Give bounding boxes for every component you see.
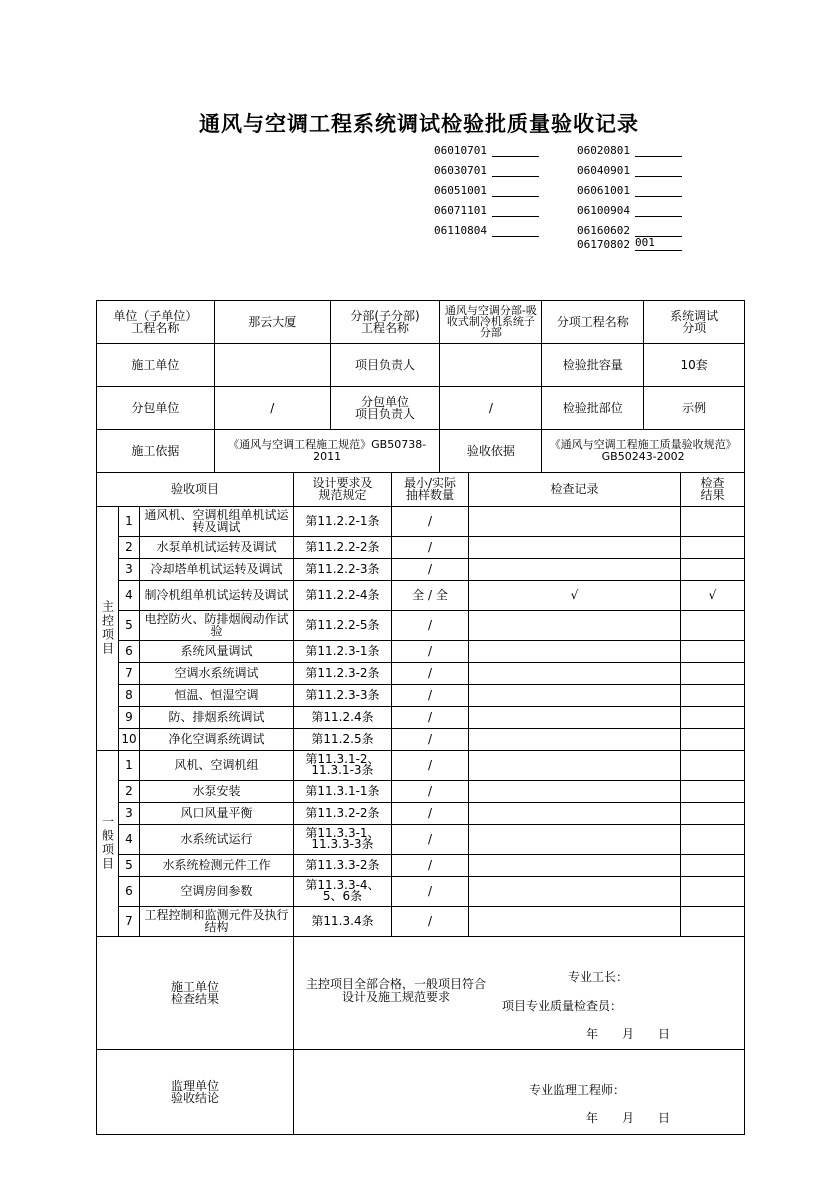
code-value-field [492, 162, 539, 177]
item-name: 制冷机组单机试运转及调试 [140, 580, 294, 610]
col-result: 检查 结果 [681, 472, 745, 506]
item-record [469, 824, 681, 854]
item-sample: / [392, 824, 469, 854]
item-result [681, 640, 745, 662]
code-number: 06040901 [577, 164, 630, 177]
item-number: 4 [119, 824, 140, 854]
item-record [469, 536, 681, 558]
table-row [97, 506, 745, 536]
item-spec: 第11.3.1-1条 [294, 780, 392, 802]
check-date: 年 月 日 [586, 1026, 671, 1041]
item-name: 系统风量调试 [140, 640, 294, 662]
item-spec: 第11.3.1-2、11.3.1-3条 [294, 750, 392, 780]
item-result [681, 536, 745, 558]
header-row [97, 429, 745, 472]
construction-basis-value: 《通风与空调工程施工规范》GB50738-2011 [215, 430, 441, 472]
table-row [97, 854, 745, 876]
code-value-field [635, 202, 682, 217]
item-sample: / [392, 610, 469, 640]
header-row [97, 386, 745, 429]
item-spec: 第11.2.5条 [294, 728, 392, 750]
table-row [97, 640, 745, 662]
item-sample: / [392, 876, 469, 906]
item-result [681, 824, 745, 854]
subitem-value: 系统调试 分项 [670, 308, 719, 335]
unit-name-label: 单位（子单位） 工程名称 [97, 301, 215, 343]
item-sample: / [392, 750, 469, 780]
code-value-field [635, 162, 682, 177]
item-spec: 第11.2.2-3条 [294, 558, 392, 580]
code-number: 06071101 [434, 204, 487, 217]
item-number: 7 [119, 662, 140, 684]
code-number: 06061001 [577, 184, 630, 197]
item-spec: 第11.3.2-2条 [294, 802, 392, 824]
unit-name-value: 那云大厦 [215, 301, 331, 343]
project-manager-value [440, 344, 542, 386]
acceptance-basis-value: 《通风与空调工程施工质量验收规范》GB50243-2002 [549, 437, 737, 463]
location-value: 示例 [682, 400, 707, 415]
table-row [97, 728, 745, 750]
item-name: 空调房间参数 [140, 876, 294, 906]
item-sample: / [392, 706, 469, 728]
item-record [469, 640, 681, 662]
code-value-field [492, 222, 539, 237]
code-number: 06170802 [577, 238, 630, 251]
item-sample: / [392, 906, 469, 936]
item-result [681, 876, 745, 906]
item-result: √ [681, 580, 745, 610]
contractor-value [215, 344, 331, 386]
item-sample: / [392, 662, 469, 684]
item-number: 1 [119, 506, 140, 536]
acceptance-basis-label: 验收依据 [440, 430, 542, 472]
item-number: 5 [119, 854, 140, 876]
code-number: 06160602 [577, 224, 630, 237]
item-name: 恒温、恒湿空调 [140, 684, 294, 706]
table-row [97, 580, 745, 610]
item-spec: 第11.2.4条 [294, 706, 392, 728]
item-record [469, 706, 681, 728]
item-record [469, 854, 681, 876]
table-row [97, 780, 745, 802]
item-name: 水泵安装 [140, 780, 294, 802]
code-value-field [635, 182, 682, 197]
item-name: 空调水系统调试 [140, 662, 294, 684]
item-record [469, 906, 681, 936]
supervision-label: 监理单位 验收结论 [97, 1049, 294, 1134]
table-row [97, 824, 745, 854]
item-record [469, 728, 681, 750]
contractor-label: 施工单位 [97, 344, 215, 386]
item-sample: / [392, 558, 469, 580]
item-record [469, 802, 681, 824]
location-label: 检验批部位 [542, 387, 644, 429]
item-sample: 全 / 全 [392, 580, 469, 610]
item-result [681, 854, 745, 876]
item-result [681, 728, 745, 750]
item-record [469, 610, 681, 640]
supervision-area [294, 1049, 745, 1134]
capacity-value: 10套 [680, 357, 708, 372]
header-row [97, 343, 745, 386]
col-item: 验收项目 [97, 472, 294, 506]
item-name: 风口风量平衡 [140, 802, 294, 824]
item-result [681, 750, 745, 780]
item-number: 5 [119, 610, 140, 640]
item-spec: 第11.3.3-1、11.3.3-3条 [294, 824, 392, 854]
item-result [681, 802, 745, 824]
item-sample: / [392, 802, 469, 824]
item-sample: / [392, 506, 469, 536]
item-sample: / [392, 854, 469, 876]
item-record [469, 558, 681, 580]
item-name: 通风机、空调机组单机试运转及调试 [140, 506, 294, 536]
code-number: 06100904 [577, 204, 630, 217]
item-record [469, 684, 681, 706]
item-spec: 第11.2.3-2条 [294, 662, 392, 684]
table-row [97, 876, 745, 906]
item-record [469, 506, 681, 536]
item-result [681, 610, 745, 640]
item-number: 9 [119, 706, 140, 728]
item-record [469, 876, 681, 906]
code-value-field [492, 202, 539, 217]
item-number: 6 [119, 876, 140, 906]
item-number: 2 [119, 536, 140, 558]
item-spec: 第11.2.2-4条 [294, 580, 392, 610]
item-result [681, 906, 745, 936]
subcontractor-label: 分包单位 [97, 387, 215, 429]
acceptance-table [96, 258, 745, 1135]
item-result [681, 558, 745, 580]
code-value-field [492, 182, 539, 197]
division-label: 分部(子分部) 工程名称 [331, 301, 441, 343]
item-name: 净化空调系统调试 [140, 728, 294, 750]
table-row [97, 662, 745, 684]
page-title: 通风与空调工程系统调试检验批质量验收记录 [199, 112, 639, 136]
main-control-section: 主控项目 [97, 506, 119, 750]
general-section: 一般项目 [97, 750, 119, 936]
item-name: 水泵单机试运转及调试 [140, 536, 294, 558]
division-value: 通风与空调分部-吸收式制冷机系统子分部 [440, 301, 542, 343]
item-record [469, 780, 681, 802]
item-result [681, 506, 745, 536]
code-number: 06020801 [577, 144, 630, 157]
item-result [681, 706, 745, 728]
col-sample: 最小/实际 抽样数量 [392, 472, 469, 506]
item-name: 防、排烟系统调试 [140, 706, 294, 728]
item-sample: / [392, 684, 469, 706]
table-row [97, 750, 745, 780]
inspector-label: 项目专业质量检查员： [502, 998, 623, 1013]
item-number: 2 [119, 780, 140, 802]
supervision-engineer-label: 专业监理工程师： [529, 1082, 626, 1097]
sub-pm-label: 分包单位 项目负责人 [331, 387, 441, 429]
subcontractor-value: / [215, 387, 331, 429]
item-spec: 第11.3.3-2条 [294, 854, 392, 876]
table-row [97, 684, 745, 706]
table-row [97, 706, 745, 728]
header-row [97, 300, 745, 343]
sub-pm-value: / [440, 387, 542, 429]
item-spec: 第11.3.3-4、5、6条 [294, 876, 392, 906]
item-sample: / [392, 536, 469, 558]
item-name: 风机、空调机组 [140, 750, 294, 780]
item-sample: / [392, 640, 469, 662]
item-number: 6 [119, 640, 140, 662]
code-value-field [635, 142, 682, 157]
code-value-field: 001 [635, 236, 682, 251]
code-number: 06010701 [434, 144, 487, 157]
code-number: 06110804 [434, 224, 487, 237]
item-number: 7 [119, 906, 140, 936]
item-name: 工程控制和监测元件及执行结构 [140, 906, 294, 936]
item-record [469, 662, 681, 684]
item-spec: 第11.2.2-1条 [294, 506, 392, 536]
item-spec: 第11.3.4条 [294, 906, 392, 936]
table-row [97, 802, 745, 824]
item-sample: / [392, 780, 469, 802]
item-number: 3 [119, 802, 140, 824]
item-record [469, 750, 681, 780]
table-row [97, 610, 745, 640]
item-spec: 第11.2.3-3条 [294, 684, 392, 706]
code-number: 06051001 [434, 184, 487, 197]
code-value-field [492, 142, 539, 157]
item-number: 4 [119, 580, 140, 610]
item-result [681, 684, 745, 706]
col-record: 检查记录 [469, 472, 681, 506]
check-result-label: 施工单位 检查结果 [97, 936, 294, 1049]
item-number: 1 [119, 750, 140, 780]
item-number: 8 [119, 684, 140, 706]
table-row [97, 906, 745, 936]
check-result-area [294, 936, 745, 1049]
capacity-label: 检验批容量 [542, 344, 644, 386]
item-spec: 第11.2.2-2条 [294, 536, 392, 558]
item-spec: 第11.2.3-1条 [294, 640, 392, 662]
item-name: 电控防火、防排烟阀动作试验 [140, 610, 294, 640]
item-number: 3 [119, 558, 140, 580]
supervision-date: 年 月 日 [586, 1110, 671, 1125]
item-name: 水系统检测元件工作 [140, 854, 294, 876]
code-value-field [635, 222, 682, 237]
item-name: 水系统试运行 [140, 824, 294, 854]
item-result [681, 662, 745, 684]
item-result [681, 780, 745, 802]
table-row [97, 558, 745, 580]
project-manager-label: 项目负责人 [331, 344, 441, 386]
foreman-label: 专业工长： [568, 969, 629, 984]
construction-basis-label: 施工依据 [97, 430, 215, 472]
table-row [97, 536, 745, 558]
item-spec: 第11.2.2-5条 [294, 610, 392, 640]
subitem-label: 分项工程名称 [542, 301, 644, 343]
item-name: 冷却塔单机试运转及调试 [140, 558, 294, 580]
item-record: √ [469, 580, 681, 610]
code-number: 06030701 [434, 164, 487, 177]
item-number: 10 [119, 728, 140, 750]
check-conclusion: 主控项目全部合格，一般项目符合设计及施工规范要求 [305, 976, 486, 1004]
item-sample: / [392, 728, 469, 750]
col-spec: 设计要求及 规范规定 [294, 472, 392, 506]
